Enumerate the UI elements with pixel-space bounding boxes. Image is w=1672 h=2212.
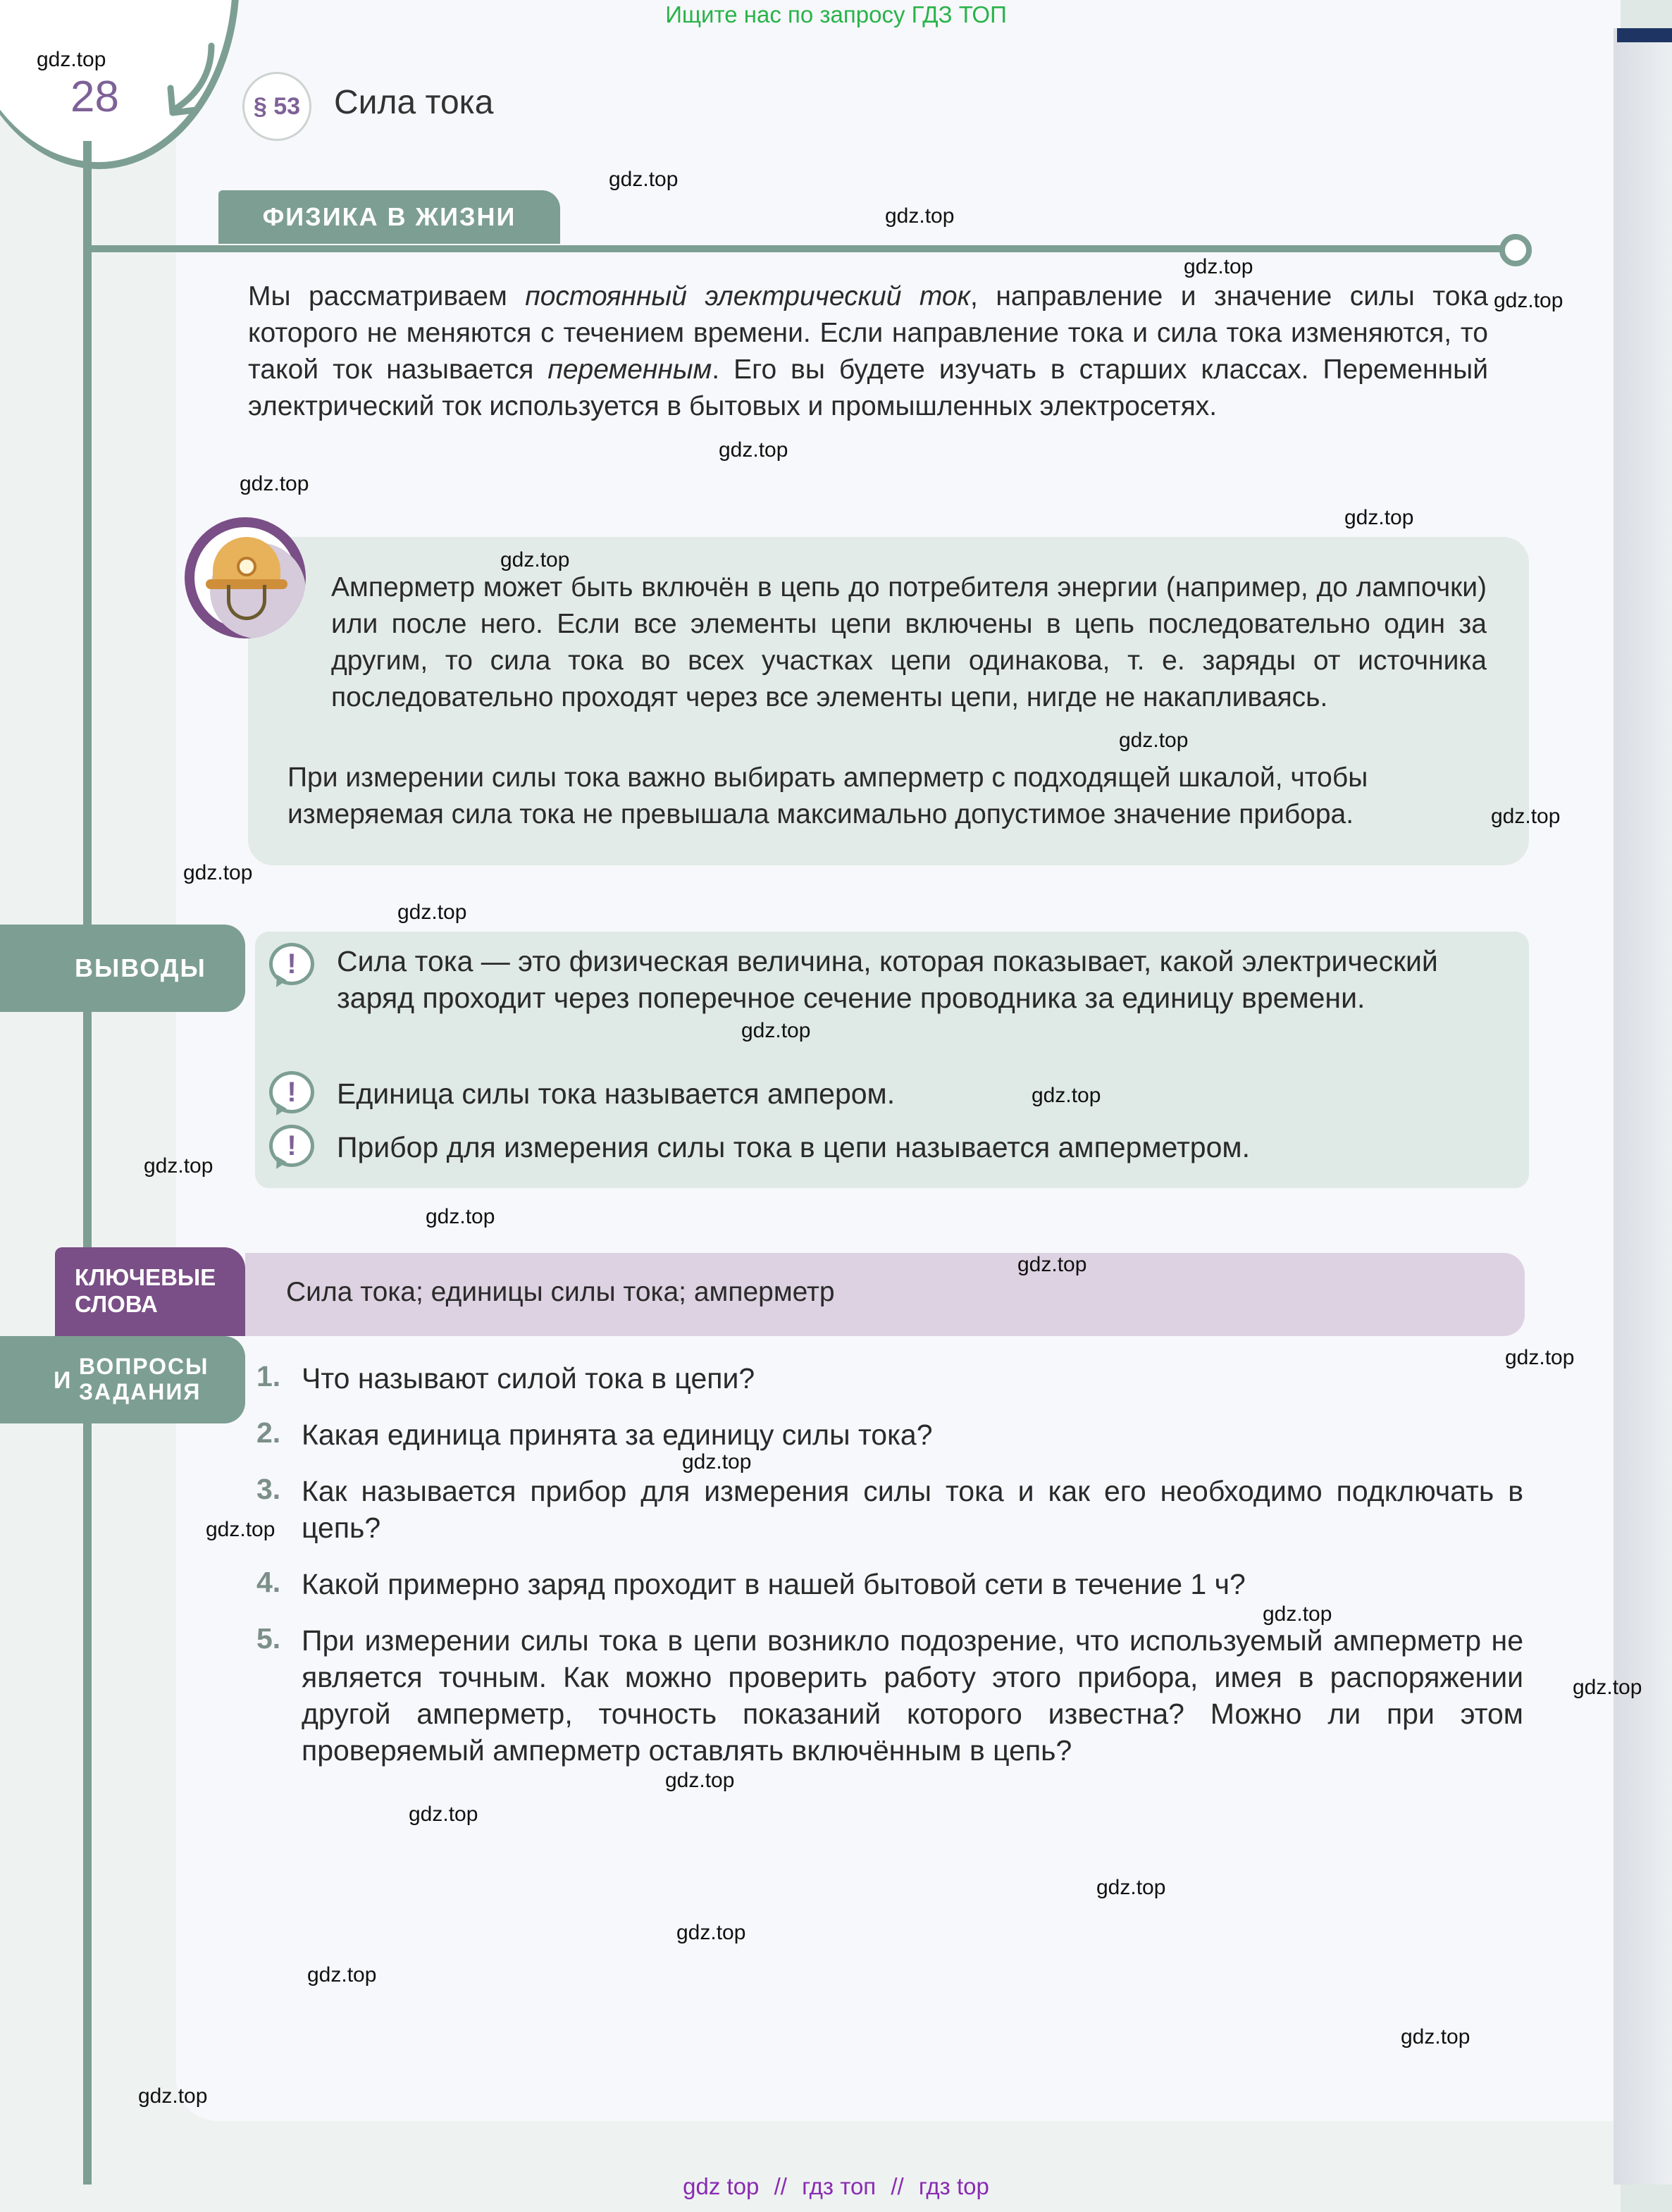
watermark: gdz.top <box>138 2084 208 2108</box>
note-paragraph-1: Амперметр может быть включён в цепь до потребителя энергии (например, до лампочки) или после него. Если все элементы цепи включены в цепь последовательно один за другим, то сила тока во всех участках цепи одинакова, т. е. заряды от источника последовательно проходят через все элементы цепи, нигде не накапливаясь. <box>331 572 1487 712</box>
watermark: gdz.top <box>500 548 570 571</box>
physics-in-life-tab: ФИЗИКА В ЖИЗНИ <box>218 190 560 244</box>
watermark: gdz.top <box>1344 506 1414 529</box>
miner-helmet-icon <box>185 517 306 638</box>
question-text: Как называется прибор для измерения силы тока и как его необходимо подключать в цепь? <box>302 1475 1523 1544</box>
questions-tab: И ВОПРОСЫ ЗАДАНИЯ <box>0 1336 245 1423</box>
physics-in-life-paragraph: Мы рассматриваем постоянный электрический ток, направление и значение силы тока которого не меняются с течением времени. Если направление тока и сила тока изменяются, то такой ток называется переменным. Его вы будете изучать в старших классах. Переменный электрический ток используется в бытовых и промышленных электросетях. <box>248 281 1488 421</box>
watermark: gdz.top <box>1573 1676 1642 1699</box>
watermark: gdz.top <box>1119 729 1189 752</box>
watermark: gdz.top <box>1096 1876 1166 1899</box>
curved-arrow-icon <box>162 42 225 120</box>
conclusion-item: Прибор для измерения силы тока в цепи называется амперметром. <box>337 1131 1250 1163</box>
watermark: gdz.top <box>1505 1346 1575 1369</box>
note-paragraph-2: При измерении силы тока важно выбирать амперметр с подходящей шкалой, чтобы измеряемая сила тока не превышала максимально допустимое значение прибора. <box>287 762 1368 829</box>
section-rule <box>92 245 1508 252</box>
watermark: gdz.top <box>1017 1253 1087 1276</box>
exclamation-icon: ! <box>269 1125 320 1175</box>
margin-line <box>83 141 92 2185</box>
watermark: gdz.top <box>183 861 253 884</box>
keywords-text: Сила тока; единицы силы тока; амперметр <box>286 1277 835 1307</box>
watermark: gdz.top <box>144 1154 213 1178</box>
book-edge-strip <box>1617 28 1672 42</box>
question-text: Что называют силой тока в цепи? <box>302 1362 755 1395</box>
footer-link[interactable]: gdz top <box>683 2173 760 2199</box>
conclusions-tab: ВЫВОДЫ <box>0 925 245 1012</box>
watermark: gdz.top <box>1491 805 1561 828</box>
watermark: gdz.top <box>665 1769 735 1792</box>
watermark: gdz.top <box>426 1205 495 1228</box>
term-direct-current: постоянный электрический ток <box>525 281 971 311</box>
footer-links: gdz top // гдз топ // гдз top <box>683 2173 989 2199</box>
conclusion-item: Единица силы тока называется ампером. <box>337 1077 896 1110</box>
question-number: 5. <box>256 1622 281 1655</box>
page-number: 28 <box>70 73 119 121</box>
watermark: gdz.top <box>1184 255 1253 278</box>
question-text: Какой примерно заряд проходит в нашей бытовой сети в течение 1 ч? <box>302 1568 1246 1600</box>
section-rule-end-circle <box>1499 234 1532 266</box>
question-text: При измерении силы тока в цепи возникло подозрение, что используемый амперметр не является точным. Как можно проверить работу этого прибора, имея в распоряжении другой амперметр, точность показаний которого известна? Можно ли при этом проверяемый амперметр оставлять включённым в цепь? <box>302 1624 1523 1767</box>
exclamation-icon: ! <box>269 1071 320 1122</box>
question-number: 2. <box>256 1416 281 1449</box>
question-text: Какая единица принята за единицу силы тока? <box>302 1419 933 1451</box>
watermark: gdz.top <box>397 901 467 924</box>
watermark: gdz.top <box>741 1019 811 1042</box>
search-banner[interactable]: Ищите нас по запросу ГДЗ ТОП <box>665 1 1007 27</box>
section-title: Сила тока <box>334 84 494 121</box>
watermark: gdz.top <box>1032 1084 1101 1107</box>
question-number: 4. <box>256 1566 281 1598</box>
exclamation-icon: ! <box>269 943 320 994</box>
keywords-tab: КЛЮЧЕВЫЕ СЛОВА <box>55 1247 245 1336</box>
watermark: gdz.top <box>719 438 788 462</box>
footer-link[interactable]: гдз top <box>918 2173 989 2199</box>
watermark: gdz.top <box>37 48 106 71</box>
watermark: gdz.top <box>885 204 955 228</box>
watermark: gdz.top <box>240 472 309 495</box>
watermark: gdz.top <box>307 1963 377 1987</box>
watermark: gdz.top <box>1263 1602 1332 1626</box>
term-alternating: переменным <box>547 354 712 385</box>
question-number: 1. <box>256 1360 281 1392</box>
watermark: gdz.top <box>609 168 679 191</box>
watermark: gdz.top <box>409 1803 478 1826</box>
watermark: gdz.top <box>1401 2025 1470 2049</box>
watermark: gdz.top <box>206 1518 275 1541</box>
watermark: gdz.top <box>676 1921 746 1944</box>
question-number: 3. <box>256 1473 281 1505</box>
section-number-badge: § 53 <box>242 72 311 141</box>
watermark: gdz.top <box>682 1450 752 1473</box>
footer-link[interactable]: гдз топ <box>802 2173 877 2199</box>
watermark: gdz.top <box>1494 289 1563 312</box>
conclusion-item: Сила тока — это физическая величина, которая показывает, какой электрический заряд проходит через поперечное сечение проводника за единицу времени. <box>337 945 1438 1014</box>
book-spine-shadow <box>1614 28 1672 2185</box>
